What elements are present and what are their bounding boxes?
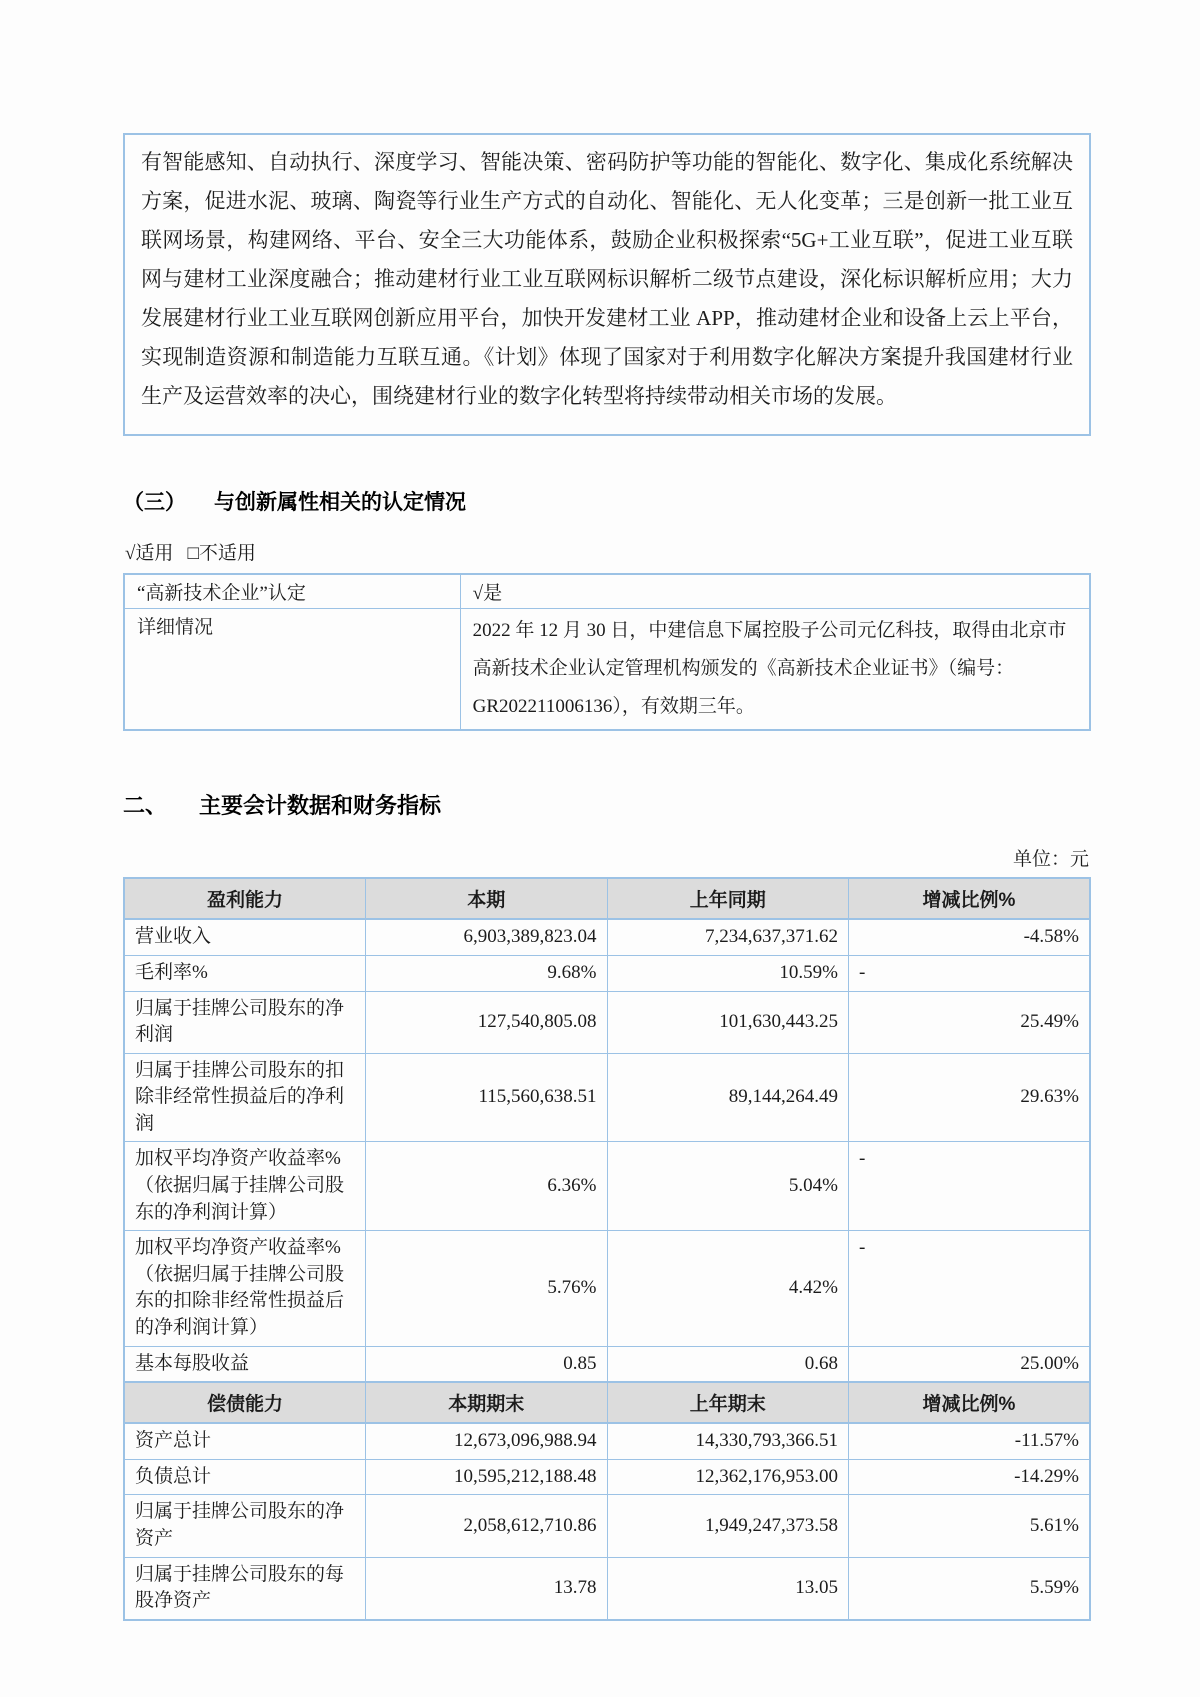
current-value: 127,540,805.08 [366,991,608,1053]
table-row [124,1423,1090,1459]
current-value: 10,595,212,188.48 [366,1459,608,1495]
intro-paragraph: 有智能感知、自动执行、深度学习、智能决策、密码防护等功能的智能化、数字化、集成化系统解决方案，促进水泥、玻璃、陶瓷等行业生产方式的自动化、智能化、无人化变革；三是创新一批工业互联网场景，构建网络、平台、安全三大功能体系，鼓励企业积极探索“5G+工业互联”，促进工业互联网与建材工业深度融合；推动建材行业工业互联网标识解析二级节点建设，深化标识解析应用；大力发展建材行业工业互联网创新应用平台，加快开发建材工业 APP，推动建材企业和设备上云上平台，实现制造资源和制造能力互联互通。《计划》体现了国家对于利用数字化解决方案提升我国建材行业生产及运营效率的决心，围绕建材行业的数字化转型将持续带动相关市场的发展。 [141,150,1073,409]
row-label: 归属于挂牌公司股东的每股净资产 [124,1557,366,1620]
table-row [124,1495,1090,1557]
table-row [124,919,1090,955]
table-row [124,1231,1090,1346]
prior-value: 1,949,247,373.58 [607,1495,849,1557]
current-value: 0.85 [366,1346,608,1382]
unit-label: 单位：元 [1012,849,1089,871]
finance-table [123,877,1091,1620]
current-value: 13.78 [366,1557,608,1620]
prior-value: 101,630,443.25 [607,991,849,1053]
certification-table [123,573,1091,731]
applicability-note [125,538,1091,565]
prior-value: 5.04% [607,1142,849,1231]
row-label: 毛利率% [124,955,366,991]
current-value: 12,673,096,988.94 [366,1423,608,1459]
change-value: - [849,1142,1091,1231]
section-2-heading [123,789,1091,820]
header-cell: 本期期末 [366,1382,608,1423]
table-row [124,955,1090,991]
row-label: 负债总计 [124,1459,366,1495]
change-value: -14.29% [849,1459,1091,1495]
prior-value: 7,234,637,371.62 [607,919,849,955]
section-3-title: 与创新属性相关的认定情况 [214,491,466,515]
header-cell: 本期 [366,878,608,919]
section-2-title: 主要会计数据和财务指标 [199,793,442,819]
section-3-heading [123,486,1091,516]
table-row [124,1557,1090,1620]
header-cell: 增减比例% [849,878,1091,919]
header-cell: 偿债能力 [124,1382,366,1423]
table-row [124,1459,1090,1495]
current-value: 5.76% [366,1231,608,1346]
applicable-check-label: √适用 [125,543,174,565]
row-label: 归属于挂牌公司股东的扣除非经常性损益后的净利润 [124,1053,366,1142]
current-value: 115,560,638.51 [366,1053,608,1142]
change-value: - [849,1231,1091,1346]
change-value: 25.49% [849,991,1091,1053]
table-row [124,1142,1090,1231]
section-2-number: 二、 [123,793,168,819]
header-cell: 增减比例% [849,1382,1091,1423]
prior-value: 89,144,264.49 [607,1053,849,1142]
change-value: 5.61% [849,1495,1091,1557]
row-value: √是 [460,574,1090,609]
change-value: -11.57% [849,1423,1091,1459]
row-label: 资产总计 [124,1423,366,1459]
change-value: 25.00% [849,1346,1091,1382]
change-value: - [849,955,1091,991]
not-applicable-check-label: □不适用 [187,543,256,565]
row-label: 详细情况 [124,609,460,731]
row-label: 基本每股收益 [124,1346,366,1382]
row-label: 归属于挂牌公司股东的净利润 [124,991,366,1053]
row-value: 2022 年 12 月 30 日，中建信息下属控股子公司元亿科技，取得由北京市高新技术企业认定管理机构颁发的《高新技术企业证书》（编号：GR202211006136），有效期三年。 [460,609,1090,731]
change-value: -4.58% [849,919,1091,955]
row-label: 归属于挂牌公司股东的净资产 [124,1495,366,1557]
profitability-header-row [124,878,1090,919]
header-cell: 盈利能力 [124,878,366,919]
header-cell: 上年同期 [607,878,849,919]
prior-value: 14,330,793,366.51 [607,1423,849,1459]
section-3-number: （三） [123,491,186,515]
current-value: 2,058,612,710.86 [366,1495,608,1557]
current-value: 6.36% [366,1142,608,1231]
table-row [124,1346,1090,1382]
change-value: 5.59% [849,1557,1091,1620]
prior-value: 13.05 [607,1557,849,1620]
current-value: 9.68% [366,955,608,991]
row-label: “高新技术企业”认定 [124,574,460,609]
row-label: 加权平均净资产收益率%（依据归属于挂牌公司股东的扣除非经常性损益后的净利润计算） [124,1231,366,1346]
prior-value: 0.68 [607,1346,849,1382]
prior-value: 12,362,176,953.00 [607,1459,849,1495]
table-row [124,991,1090,1053]
solvency-header-row [124,1382,1090,1423]
header-cell: 上年期末 [607,1382,849,1423]
prior-value: 10.59% [607,955,849,991]
current-value: 6,903,389,823.04 [366,919,608,955]
change-value: 29.63% [849,1053,1091,1142]
table-row [124,609,1090,731]
row-label: 营业收入 [124,919,366,955]
table-row [124,1053,1090,1142]
table-row [124,574,1090,609]
prior-value: 4.42% [607,1231,849,1346]
row-label: 加权平均净资产收益率%（依据归属于挂牌公司股东的净利润计算） [124,1142,366,1231]
intro-paragraph-box [123,133,1091,436]
